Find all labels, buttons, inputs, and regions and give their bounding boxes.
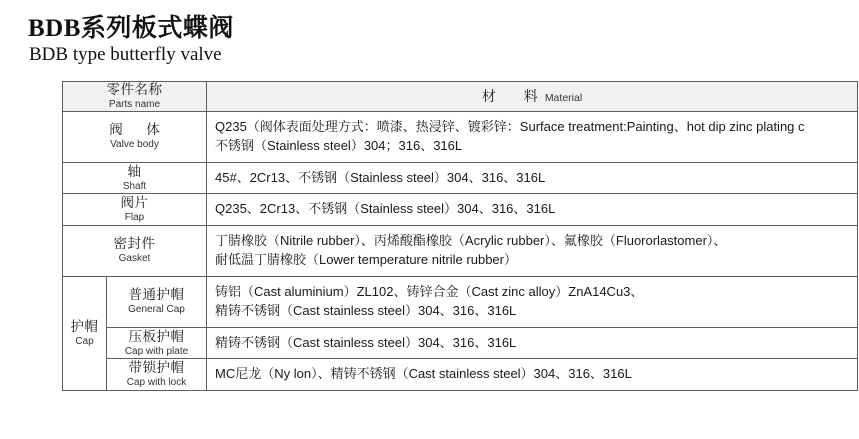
material-cell-valve-body [207,111,858,162]
header-cell-parts-name [63,82,207,112]
material-line: 耐低温丁腈橡胶（Lower temperature nitrile rubber） [215,252,517,268]
table-row [63,162,858,194]
part-name-cell-general-cap [107,276,207,327]
part-name-cell-valve-body [63,111,207,162]
material-line: 不锈钢（Stainless steel）304；316、316L [215,138,463,154]
part-name-cn: 普通护帽 [128,287,185,303]
table-row [63,327,858,359]
material-line: 精铸不锈钢（Cast stainless steel）304、316、316L [215,334,517,350]
header-material-cn: 材 料 [481,88,545,105]
header-material-en: Material [544,92,583,105]
part-name-en: Shaft [122,180,147,192]
material-cell-cap-with-lock [207,359,858,391]
material-text [207,226,857,276]
part-name-cell-gasket [63,225,207,276]
material-cell-shaft [207,162,858,194]
part-name-cell-shaft [63,162,207,194]
part-name-en: Valve body [110,139,159,151]
part-name-cn: 阀 体 [109,122,165,138]
part-name-cn: 密封件 [113,236,156,252]
material-line: Q235、2Cr13、不锈钢（Stainless steel）304、316、316L [215,201,556,217]
material-line: 45#、2Cr13、不锈钢（Stainless steel）304、316、316L [215,169,546,185]
material-text [207,328,857,359]
table-row [63,359,858,391]
material-cell-gasket [207,225,858,276]
part-name-cell-cap-with-plate [107,327,207,359]
part-name-en: Flap [124,212,145,224]
part-name-en: Cap with plate [124,345,189,357]
header-parts-name-cn: 零件名称 [106,82,163,97]
part-name-cell-flap [63,194,207,226]
material-line: 铸铝（Cast aluminium）ZL102、铸锌合金（Cast zinc alloy）ZnA14Cu3、 [215,283,644,299]
specification-table [62,81,858,391]
material-text [207,194,857,225]
table-row [63,225,858,276]
material-text [207,359,857,390]
part-group-en: Cap [75,335,94,347]
material-text [207,112,857,162]
header-cell-material [207,82,858,112]
part-name-cn: 阀片 [120,195,149,211]
part-name-en: Cap with lock [126,377,187,389]
material-cell-cap-with-plate [207,327,858,359]
part-name-cn: 轴 [127,163,142,179]
material-cell-flap [207,194,858,226]
page-title-chinese: BDB系列板式蝶阀 [28,15,234,42]
part-name-en: General Cap [128,304,185,316]
material-text [207,277,857,327]
page-title-english: BDB type butterfly valve [29,44,222,65]
material-line: MC尼龙（Ny lon）、精铸不锈钢（Cast stainless steel）304、316、316L [215,366,632,382]
material-text [207,163,857,194]
part-name-cn: 带锁护帽 [128,360,185,376]
table-header-row [63,82,858,112]
header-parts-name-en: Parts name [108,98,161,110]
part-group-cell-cap [63,276,107,390]
part-name-cell-cap-with-lock [107,359,207,391]
part-name-cn: 压板护帽 [128,328,185,344]
table-row [63,111,858,162]
material-line: Q235（阀体表面处理方式：喷漆、热浸锌、镀彩锌：Surface treatment:Painting、hot dip zinc plating c [215,118,805,134]
material-line: 丁腈橡胶（Nitrile rubber）、丙烯酸酯橡胶（Acrylic rubber）、氟橡胶（Fluororlastomer）、 [215,232,727,248]
part-name-en: Gasket [118,253,151,265]
table-row [63,276,858,327]
table-row [63,194,858,226]
material-line: 精铸不锈钢（Cast stainless steel）304、316、316L [215,303,517,319]
material-cell-general-cap [207,276,858,327]
part-group-cn: 护帽 [70,318,99,334]
